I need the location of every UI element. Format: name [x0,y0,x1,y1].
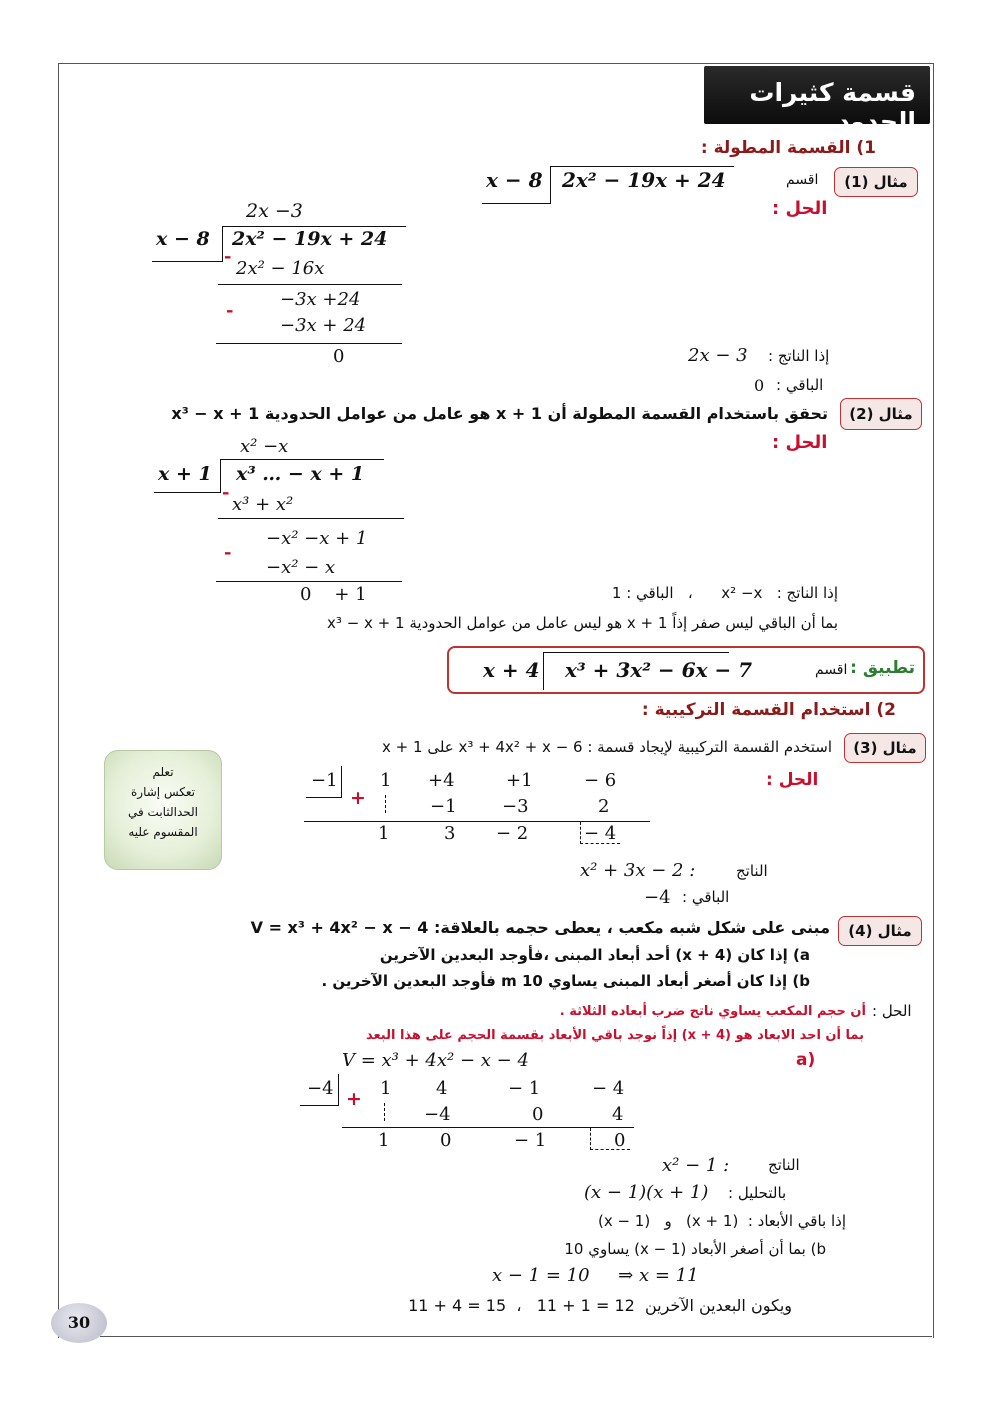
ex4-r2c2: 0 [532,1104,544,1125]
ex1-remainder-label: الباقي : [776,376,824,394]
ex3-solution-label: الحل : [766,770,819,790]
page-number-badge [51,1303,107,1343]
ex2-work-divisor: x + 1 [158,463,212,485]
ex4-dash-3 [590,1149,630,1150]
ex3-root-underline [306,797,342,798]
apply-division-top [543,652,729,653]
ex3-badge [844,733,926,763]
ex4-factor-value: (x − 1)(x + 1) [584,1182,709,1203]
ex4-r2c3: 4 [612,1104,624,1125]
ex2-work-dividend: x³ … − x + 1 [236,463,365,485]
ex3-r3c1: 1 [378,823,390,844]
ex3-r1c1: 1 [380,770,392,791]
ex4-plus: + [346,1088,362,1110]
ex4-root-underline [300,1105,338,1106]
ex4-result-value: x² − 1 : [662,1155,730,1176]
ex2-work-top [220,459,384,460]
ex4-statement: مبنى على شكل شبه مكعب ، يعطى حجمه بالعلاقة: V = x³ + 4x² − x − 4 [250,918,830,937]
learn-note [104,750,222,870]
ex4-root-bar [338,1074,339,1106]
ex3-remainder-value: −4 [644,887,671,908]
ex1-work-bar [222,226,223,262]
ex4-factor-label: بالتحليل : [728,1184,787,1202]
ex4-r3c4: 0 [614,1130,626,1151]
ex4-hint2: بما أن احد الابعاد هو (x + 4) إذاً نوجد باقي الأبعاد بقسمة الحجم على هذا البعد [365,1028,864,1043]
ex4-b-line: b) بما أن أصغر الأبعاد (x − 1) يساوي 10 [564,1240,826,1258]
ex3-plus: + [350,787,366,809]
section1-title: 1) القسمة المطولة : [700,138,876,158]
ex1-work-top [222,226,406,227]
ex2-statement: تحقق باستخدام القسمة المطولة أن x + 1 هو عامل من عوامل الحدودية x³ − x + 1 [171,404,828,423]
ex3-r2c1: −1 [430,796,457,817]
ex4-dash-1 [384,1103,385,1121]
ex3-r2c2: −3 [502,796,529,817]
ex2-work-divisor-underline [154,492,220,493]
ex1-dividend: 2x² − 19x + 24 [562,168,726,192]
ex1-divisor: x − 8 [486,168,543,192]
ex4-a-label: (a [796,1050,816,1070]
ex4-final-line: ويكون البعدين الآخرين 12 = 1 + 11 ، 15 = 4 + 11 [408,1296,792,1315]
note-line-2: تعكس إشارة [131,785,195,799]
ex1-badge [834,167,918,197]
ex1-remainder: 0 [333,346,345,367]
apply-divisor: x + 4 [483,658,540,682]
ex1-solution-label: الحل : [772,198,828,219]
ex1-result-value: 2x − 3 [688,345,748,366]
apply-box [447,646,925,694]
ex1-sub2: −3x + 24 [280,315,367,336]
ex4-result-label: الناتج [768,1156,800,1174]
ex2-quotient: x² −x [240,436,289,457]
ex3-r2c3: 2 [598,796,610,817]
ex4-root: −4 [307,1078,334,1099]
page-header [704,66,930,136]
ex3-badge-label: مثال (3) [853,739,917,757]
ex4-r3c1: 1 [378,1130,390,1151]
ex1-divisor-underline [482,203,550,204]
ex4-r1c4: − 4 [592,1078,625,1099]
ex4-part-b: b) إذا كان أصغر أبعاد المبنى يساوي 10 m فأوجد البعدين الآخرين . [321,972,810,990]
ex3-dash-1 [385,795,386,813]
page-number: 30 [67,1313,91,1332]
note-line-3: الحدالثابت في [128,805,198,819]
ex4-eq-line: x − 1 = 10 ⇒ x = 11 [492,1265,699,1286]
ex1-badge-label: مثال (1) [844,173,908,191]
note-line-1: تعلم [152,765,174,779]
ex2-sub1: x³ + x² [232,494,294,515]
ex4-badge-label: مثال (4) [848,922,912,940]
section2-title: 2) استخدام القسمة التركيبية : [641,700,896,720]
ex3-dash-3 [580,843,620,844]
ex1-result-label: إذا الناتج : [768,347,830,365]
ex1-rem1: −3x +24 [280,289,361,310]
bottom-rule [100,1336,932,1337]
ex1-work-dividend: 2x² − 19x + 24 [232,228,388,250]
ex1-work-divisor-underline [152,261,222,262]
ex4-dash-2 [590,1128,591,1150]
ex3-r1c4: − 6 [584,770,617,791]
ex3-root-bar [341,766,342,798]
ex1-rule-2 [216,343,402,344]
ex4-hint1: أن حجم المكعب يساوي ناتج ضرب أبعاده الثلاثة . [559,1004,866,1019]
ex1-remainder-value: 0 [754,376,765,395]
ex4-r1c3: − 1 [508,1078,541,1099]
ex3-root: −1 [311,770,338,791]
ex3-r3c4: − 4 [584,823,617,844]
ex2-rem1: −x² −x + 1 [266,528,368,549]
apply-instruction: اقسم [815,662,848,678]
ex2-conclusion: بما أن الباقي ليس صفر إذاً x + 1 هو ليس عامل من عوامل الحدودية x³ − x + 1 [327,614,838,632]
ex4-solution-label: الحل : [872,1002,912,1020]
apply-label: تطبيق : [850,658,915,678]
ex2-result-line: إذا الناتج : x² −x ، الباقي : 1 [611,584,838,602]
ex4-r2c1: −4 [424,1104,451,1125]
ex2-work-bar [220,459,221,493]
ex2-remainder: 0 + 1 [300,584,367,605]
ex1-division-top [550,166,734,167]
page-title: قسمة كثيرات الحدود [749,78,916,136]
ex1-work-divisor: x − 8 [156,228,210,250]
ex3-r3c3: − 2 [496,823,529,844]
ex3-statement: استخدم القسمة التركيبية لإيجاد قسمة : x³ + 4x² + x − 6 على x + 1 [382,738,832,756]
ex4-dims-line: إذا باقي الأبعاد : (x + 1) و (x − 1) [597,1212,846,1230]
ex3-sum-rule [304,821,650,822]
ex4-r3c3: − 1 [514,1130,547,1151]
apply-division-bar [543,652,544,690]
note-line-4: المقسوم عليه [128,825,198,839]
ex3-r1c3: +1 [506,770,533,791]
ex1-rule-1 [218,284,402,285]
ex3-r1c2: +4 [428,770,455,791]
ex3-remainder-label: الباقي : [682,888,730,906]
ex1-quotient: 2x −3 [246,200,303,222]
ex4-r3c2: 0 [440,1130,452,1151]
ex4-volume: V = x³ + 4x² − x − 4 [342,1050,529,1071]
ex3-result-label: الناتج [736,862,768,880]
ex2-badge-label: مثال (2) [849,405,913,423]
ex4-badge [838,916,922,946]
ex4-r1c1: 1 [380,1078,392,1099]
ex1-minus-1: - [224,246,232,267]
ex3-result-value: x² + 3x − 2 : [580,860,696,881]
ex2-rule-2 [216,581,402,582]
ex2-minus-1: - [222,482,230,503]
ex1-instruction: اقسم [786,172,819,188]
ex4-part-a: a) إذا كان (x + 4) أحد أبعاد المبنى ،فأوجد البعدين الآخرين [379,946,810,964]
ex4-r1c2: 4 [436,1078,448,1099]
apply-dividend: x³ + 3x² − 6x − 7 [565,658,753,682]
ex2-badge [840,398,922,430]
ex2-rule-1 [218,518,404,519]
ex1-division-bar [550,166,551,204]
ex3-r3c2: 3 [444,823,456,844]
ex1-sub1: 2x² − 16x [236,258,325,279]
ex1-minus-2: - [226,300,234,321]
ex3-dash-2 [580,822,581,844]
ex2-sub2: −x² − x [266,557,336,578]
ex2-minus-2: - [224,542,232,563]
ex2-solution-label: الحل : [772,432,828,453]
